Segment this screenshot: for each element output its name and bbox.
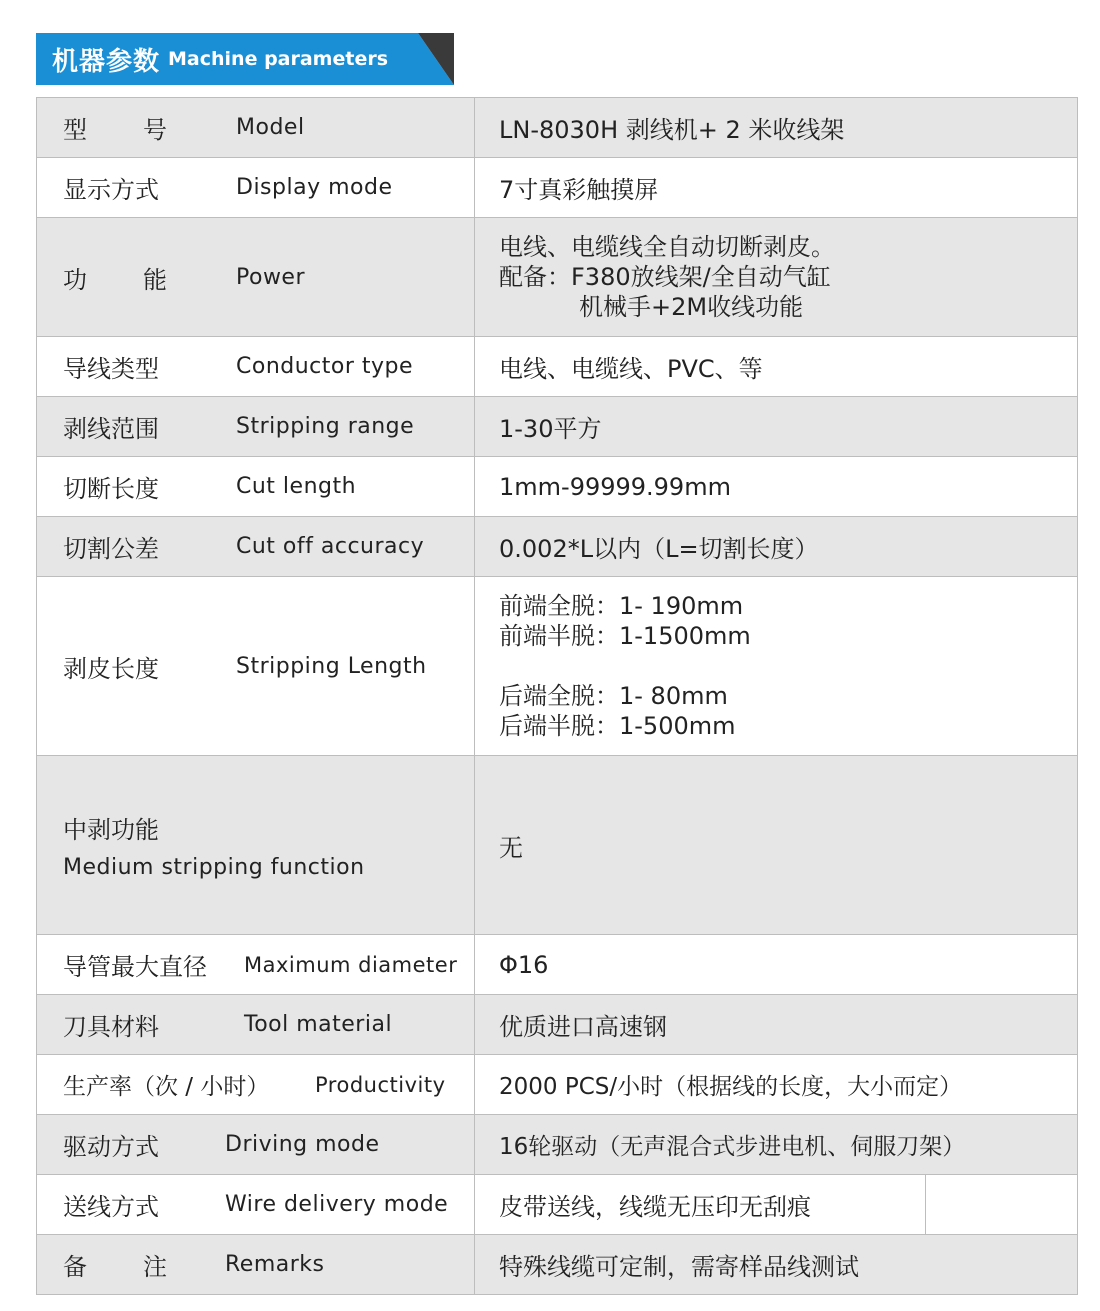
row-value: 优质进口高速钢	[499, 1013, 667, 1041]
section-header	[36, 33, 454, 85]
row-label-en: Cut length	[236, 474, 357, 499]
table-row-remarks	[37, 1235, 1077, 1295]
table-row-stripping-range	[37, 397, 1077, 457]
row-value: 2000 PCS/小时（根据线的长度，大小而定）	[499, 1074, 963, 1100]
parameters-table	[36, 97, 1078, 1295]
header-title-en: Machine parameters	[168, 48, 389, 70]
column-divider	[474, 517, 475, 576]
column-divider	[474, 397, 475, 456]
row-label-zh: 中剥功能	[63, 816, 159, 844]
label-char-1: 备	[63, 1253, 87, 1281]
row-label-en: Cut off accuracy	[236, 534, 425, 559]
value-line: 前端全脱：1- 190mm	[499, 592, 744, 620]
row-value: 1mm-99999.99mm	[499, 472, 731, 501]
column-divider	[474, 337, 475, 396]
row-label-zh: 送线方式	[63, 1193, 159, 1221]
table-row-productivity	[37, 1055, 1077, 1115]
row-label-zh: 剥线范围	[63, 415, 159, 443]
column-divider	[474, 935, 475, 994]
row-label-zh: 生产率（次 / 小时）	[63, 1074, 270, 1100]
row-label-en: Driving mode	[225, 1132, 380, 1157]
row-label-en: Model	[236, 115, 305, 140]
column-divider	[474, 158, 475, 217]
row-label-zh: 切断长度	[63, 475, 159, 503]
row-value: Φ16	[499, 950, 549, 979]
column-divider	[474, 98, 475, 157]
row-label-en: Display mode	[236, 175, 393, 200]
value-line: 后端半脱：1-500mm	[499, 712, 736, 740]
row-label-zh: 切割公差	[63, 535, 159, 563]
row-label	[63, 756, 365, 934]
row-value	[499, 577, 751, 755]
row-label-en: Power	[236, 264, 306, 290]
value-line: 机械手+2M收线功能	[579, 293, 804, 321]
row-value: 电线、电缆线、PVC、等	[499, 355, 763, 383]
column-divider	[474, 1055, 475, 1114]
value-line: 配备：F380放线架/全自动气缸	[499, 263, 831, 291]
row-label-en: Conductor type	[236, 354, 414, 379]
row-value: 皮带送线，线缆无压印无刮痕	[499, 1193, 811, 1221]
value-line: 电线、电缆线全自动切断剥皮。	[499, 233, 835, 261]
table-row-cut-length	[37, 457, 1077, 517]
value-line: 前端半脱：1-1500mm	[499, 622, 751, 650]
column-divider	[474, 457, 475, 516]
row-value: 无	[499, 833, 523, 862]
table-row-medium-stripping	[37, 756, 1077, 935]
label-char-2: 注	[143, 1253, 167, 1281]
label-char-2: 能	[143, 265, 167, 294]
table-row-driving-mode	[37, 1115, 1077, 1175]
table-row-model	[37, 98, 1077, 158]
label-char-2: 号	[143, 116, 167, 144]
value-line: 后端全脱：1- 80mm	[499, 682, 728, 710]
header-title-zh: 机器参数	[52, 46, 161, 77]
row-value: LN-8030H 剥线机+ 2 米收线架	[499, 116, 845, 144]
row-value: 0.002*L以内（L=切割长度）	[499, 535, 819, 563]
column-divider	[474, 1175, 475, 1234]
row-label-zh	[63, 1235, 167, 1294]
row-value	[499, 218, 835, 336]
row-label-en: Medium stripping function	[63, 855, 365, 880]
row-label-en: Productivity	[315, 1072, 446, 1097]
row-label-en: Stripping range	[236, 414, 415, 439]
column-divider	[474, 995, 475, 1054]
column-divider	[474, 577, 475, 755]
row-label-zh: 剥皮长度	[63, 654, 159, 683]
table-row-display-mode	[37, 158, 1077, 218]
column-divider	[474, 756, 475, 934]
row-label-en: Tool material	[244, 1012, 393, 1037]
row-label-en: Stripping Length	[236, 653, 427, 679]
row-value: 特殊线缆可定制，需寄样品线测试	[499, 1253, 859, 1281]
column-divider	[474, 218, 475, 336]
row-label-zh: 导管最大直径	[63, 953, 207, 981]
column-divider	[474, 1115, 475, 1174]
row-value: 1-30平方	[499, 415, 602, 443]
table-row-power	[37, 218, 1077, 337]
label-char-1: 型	[63, 116, 87, 144]
label-char-1: 功	[63, 265, 87, 294]
row-value: 7寸真彩触摸屏	[499, 176, 659, 204]
row-label-zh: 刀具材料	[63, 1013, 159, 1041]
row-label-en: Maximum diameter	[244, 952, 458, 977]
table-row-stripping-length	[37, 577, 1077, 756]
table-row-maximum-diameter	[37, 935, 1077, 995]
row-label-en: Remarks	[225, 1252, 325, 1277]
row-value: 16轮驱动（无声混合式步进电机、伺服刀架）	[499, 1134, 966, 1160]
row-label-zh: 显示方式	[63, 176, 159, 204]
row-label-en: Wire delivery mode	[225, 1192, 449, 1217]
table-row-tool-material	[37, 995, 1077, 1055]
column-divider-extra	[925, 1175, 926, 1234]
row-label-zh: 驱动方式	[63, 1133, 159, 1161]
row-label-zh	[63, 218, 167, 336]
header-title	[52, 33, 388, 85]
row-label-zh	[63, 98, 167, 157]
table-row-conductor-type	[37, 337, 1077, 397]
column-divider	[474, 1235, 475, 1294]
table-row-cut-off-accuracy	[37, 517, 1077, 577]
row-label-zh: 导线类型	[63, 355, 159, 383]
table-row-wire-delivery-mode	[37, 1175, 1077, 1235]
